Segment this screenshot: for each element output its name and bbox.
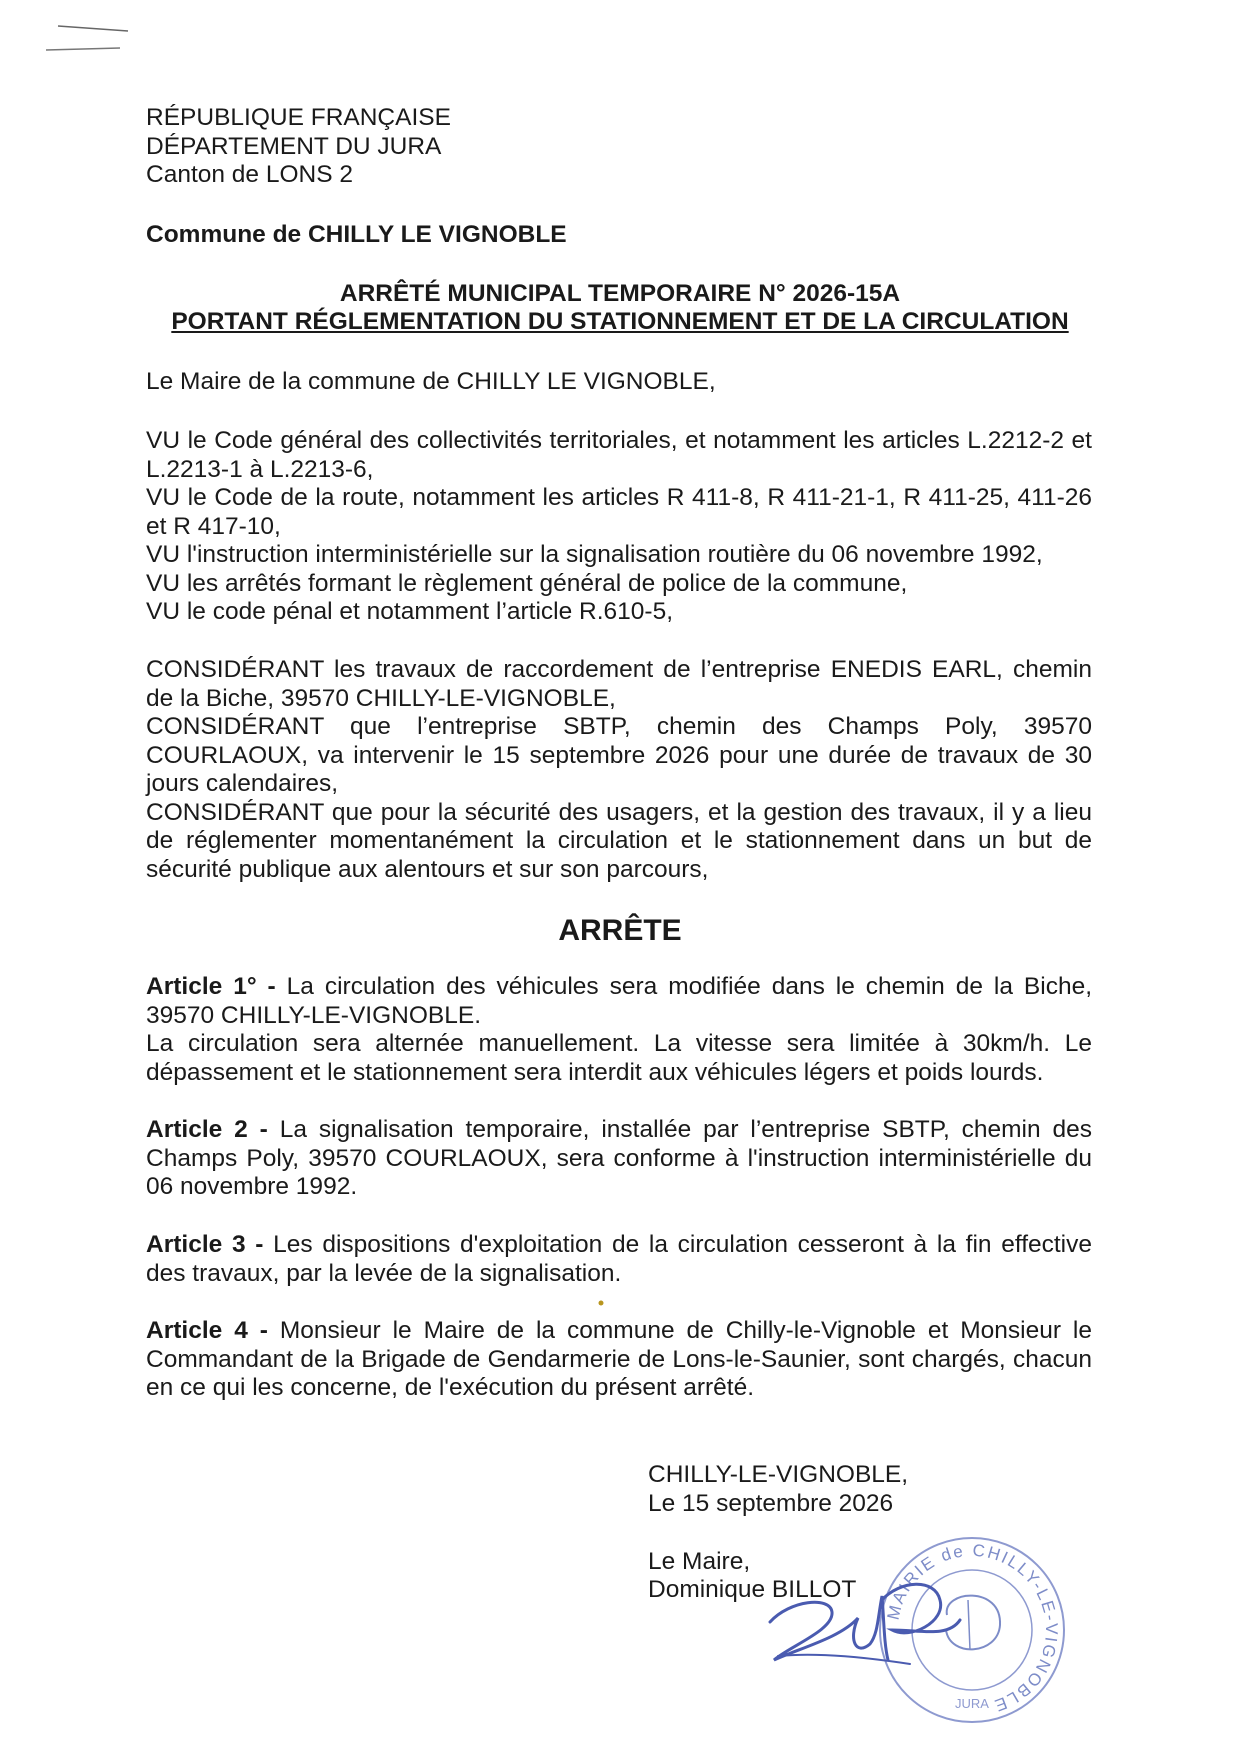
article-4 bbox=[146, 1317, 1092, 1403]
vu-item: VU l'instruction interministérielle sur la signalisation routière du 06 novembre 1992, bbox=[146, 541, 1043, 568]
article-2 bbox=[146, 1116, 1092, 1202]
considerant-item: CONSIDÉRANT les travaux de raccordement de l’entreprise ENEDIS EARL, chemin de la Biche, 39570 CHILLY-LE-VIGNOBLE, bbox=[146, 656, 1092, 712]
header-department: DÉPARTEMENT DU JURA bbox=[146, 132, 442, 160]
intro-line bbox=[146, 368, 1092, 397]
signature-place: CHILLY-LE-VIGNOBLE, bbox=[648, 1461, 909, 1488]
considerant-item: CONSIDÉRANT que pour la sécurité des usagers, et la gestion des travaux, il y a lieu de réglementer momentanément la circulation et le stationnement dans un but de sécurité publique aux alentours et sur son parcours, bbox=[146, 798, 1092, 883]
article-label: Article 1° - bbox=[146, 973, 276, 1000]
article-1 bbox=[146, 973, 1092, 1087]
header-canton: Canton de LONS 2 bbox=[146, 161, 354, 188]
considerant-section bbox=[146, 656, 1092, 884]
vu-item: VU le code pénal et notamment l’article R.610-5, bbox=[146, 598, 674, 625]
vu-item: VU le Code de la route, notamment les articles R 411-8, R 411-21-1, R 411-25, 411-26 et R 417-10, bbox=[146, 484, 1092, 540]
article-text: La circulation des véhicules sera modifiée dans le chemin de la Biche, 39570 CHILLY-LE-VIGNOBLE. bbox=[146, 973, 1092, 1029]
signature-name: Dominique BILLOT bbox=[648, 1576, 857, 1603]
stamp-bottom: JURA bbox=[955, 1696, 989, 1711]
decree-subtitle: PORTANT RÉGLEMENTATION DU STATIONNEMENT ET DE LA CIRCULATION bbox=[171, 308, 1069, 335]
commune-name: Commune de CHILLY LE VIGNOBLE bbox=[146, 221, 567, 248]
decree-title: ARRÊTÉ MUNICIPAL TEMPORAIRE N° 2026-15A bbox=[339, 280, 901, 307]
article-label: Article 2 - bbox=[146, 1116, 268, 1143]
article-text: Monsieur le Maire de la commune de Chilly-le-Vignoble et Monsieur le Commandant de la Brigade de Gendarmerie de Lons-le-Saunier, sont chargés, chacun en ce qui les concerne, de l'exécution du présent arrêté. bbox=[146, 1317, 1092, 1401]
article-text-extra: La circulation sera alternée manuellement. La vitesse sera limitée à 30km/h. Le dépassement et le stationnement sera interdit aux véhicules légers et poids lourds. bbox=[146, 1030, 1092, 1086]
article-3 bbox=[146, 1231, 1092, 1288]
vu-item: VU les arrêtés formant le règlement général de police de la commune, bbox=[146, 569, 908, 597]
signature-date: Le 15 septembre 2026 bbox=[648, 1490, 894, 1517]
article-text: Les dispositions d'exploitation de la circulation cesseront à la fin effective des travaux, par la levée de la signalisation. bbox=[146, 1231, 1093, 1287]
arrete-heading: ARRÊTE bbox=[558, 914, 682, 947]
article-label: Article 3 - bbox=[146, 1231, 264, 1258]
handwritten-signature bbox=[760, 1560, 1020, 1680]
stamp-text: MAIRIE de CHILLY-LE-VIGNOBLE bbox=[883, 1540, 1062, 1716]
considerant-item: CONSIDÉRANT que l’entreprise SBTP, chemin des Champs Poly, 39570 COURLAOUX, va intervenir le 15 septembre 2026 pour une durée de travaux de 30 jours calendaires, bbox=[146, 713, 1092, 797]
vu-item: VU le Code général des collectivités territoriales, et notamment les articles L.2212-2 et L.2213-1 à L.2213-6, bbox=[146, 427, 1092, 483]
article-label: Article 4 - bbox=[146, 1317, 268, 1344]
intro-text: Le Maire de la commune de CHILLY LE VIGNOBLE, bbox=[146, 368, 716, 395]
signature-role: Le Maire, bbox=[648, 1548, 751, 1575]
article-text: La signalisation temporaire, installée par l’entreprise SBTP, chemin des Champs Poly, 39570 COURLAOUX, sera conforme à l'instruction interministérielle du 06 novembre 1992. bbox=[146, 1116, 1093, 1200]
vu-section bbox=[146, 427, 1092, 627]
document-header bbox=[146, 104, 451, 190]
header-republic: RÉPUBLIQUE FRANÇAISE bbox=[146, 104, 451, 131]
